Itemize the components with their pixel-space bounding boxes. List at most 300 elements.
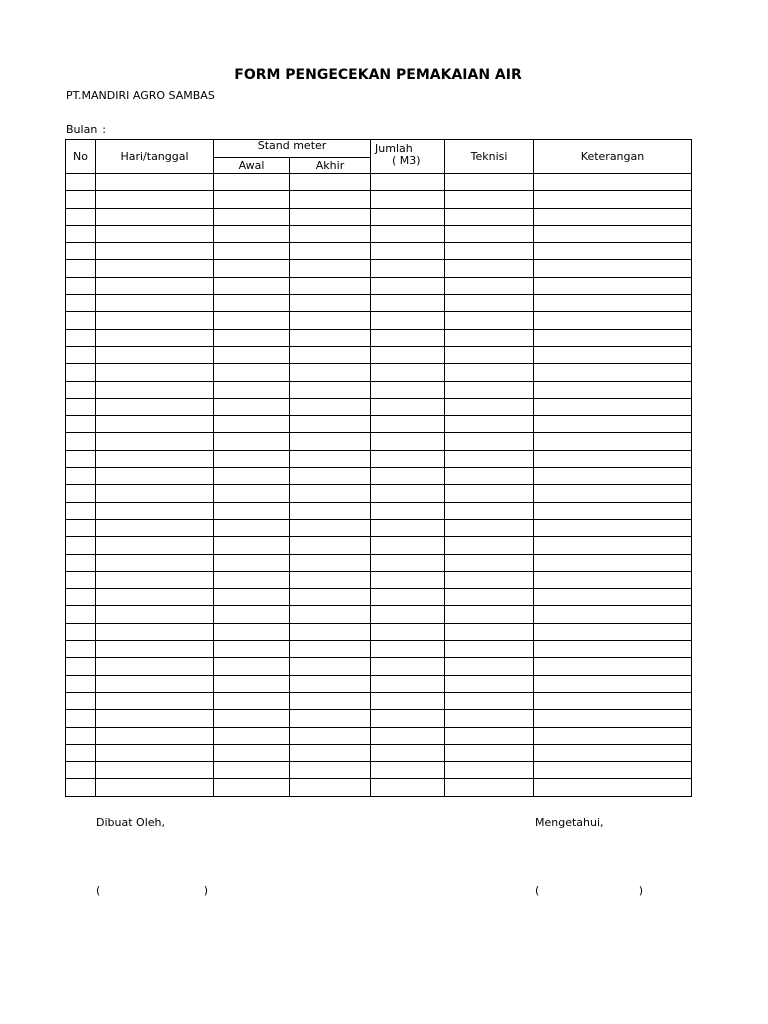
cell-no <box>66 381 96 398</box>
cell-end <box>290 416 371 433</box>
cell-start <box>214 779 290 796</box>
cell-notes <box>534 277 692 294</box>
cell-end <box>290 692 371 709</box>
open-parenthesis: ( <box>535 884 540 897</box>
company-name: PT.MANDIRI AGRO SAMBAS <box>66 89 215 102</box>
header-start: Awal <box>214 158 290 174</box>
cell-amount <box>371 571 445 588</box>
cell-start <box>214 174 290 191</box>
table-header-row <box>66 140 692 158</box>
cell-no <box>66 744 96 761</box>
cell-notes <box>534 398 692 415</box>
table-row <box>66 519 692 536</box>
cell-start <box>214 450 290 467</box>
cell-start <box>214 295 290 312</box>
cell-notes <box>534 329 692 346</box>
cell-amount <box>371 658 445 675</box>
cell-technician <box>445 502 534 519</box>
cell-no <box>66 692 96 709</box>
cell-date <box>96 191 214 208</box>
cell-no <box>66 243 96 260</box>
cell-amount <box>371 450 445 467</box>
cell-no <box>66 312 96 329</box>
cell-technician <box>445 243 534 260</box>
header-end: Akhir <box>290 158 371 174</box>
cell-end <box>290 727 371 744</box>
cell-end <box>290 623 371 640</box>
month-field <box>66 123 106 136</box>
cell-start <box>214 502 290 519</box>
cell-date <box>96 295 214 312</box>
cell-technician <box>445 779 534 796</box>
cell-start <box>214 485 290 502</box>
cell-no <box>66 589 96 606</box>
cell-date <box>96 658 214 675</box>
cell-technician <box>445 191 534 208</box>
close-parenthesis: ) <box>638 884 643 897</box>
header-no: No <box>66 140 96 174</box>
cell-start <box>214 744 290 761</box>
cell-technician <box>445 450 534 467</box>
cell-amount <box>371 416 445 433</box>
cell-start <box>214 727 290 744</box>
table-row <box>66 225 692 242</box>
cell-no <box>66 606 96 623</box>
cell-date <box>96 398 214 415</box>
cell-amount <box>371 243 445 260</box>
cell-amount <box>371 519 445 536</box>
cell-start <box>214 468 290 485</box>
cell-start <box>214 277 290 294</box>
cell-end <box>290 260 371 277</box>
cell-date <box>96 243 214 260</box>
cell-notes <box>534 502 692 519</box>
cell-notes <box>534 433 692 450</box>
cell-end <box>290 191 371 208</box>
cell-technician <box>445 433 534 450</box>
cell-date <box>96 312 214 329</box>
header-amount-line1: Jumlah <box>375 142 413 155</box>
cell-notes <box>534 537 692 554</box>
cell-date <box>96 433 214 450</box>
cell-no <box>66 398 96 415</box>
cell-date <box>96 744 214 761</box>
cell-amount <box>371 606 445 623</box>
cell-notes <box>534 468 692 485</box>
cell-technician <box>445 727 534 744</box>
cell-amount <box>371 727 445 744</box>
cell-end <box>290 675 371 692</box>
cell-no <box>66 571 96 588</box>
cell-no <box>66 537 96 554</box>
cell-amount <box>371 744 445 761</box>
table-row <box>66 329 692 346</box>
table-row <box>66 779 692 796</box>
cell-notes <box>534 295 692 312</box>
cell-notes <box>534 519 692 536</box>
cell-notes <box>534 675 692 692</box>
cell-technician <box>445 277 534 294</box>
cell-technician <box>445 658 534 675</box>
prepared-by-signature-line <box>96 884 208 897</box>
cell-no <box>66 416 96 433</box>
cell-end <box>290 571 371 588</box>
cell-date <box>96 519 214 536</box>
cell-date <box>96 606 214 623</box>
cell-no <box>66 519 96 536</box>
cell-notes <box>534 554 692 571</box>
cell-date <box>96 554 214 571</box>
cell-amount <box>371 692 445 709</box>
cell-notes <box>534 744 692 761</box>
cell-notes <box>534 260 692 277</box>
cell-technician <box>445 519 534 536</box>
table-row <box>66 398 692 415</box>
cell-date <box>96 468 214 485</box>
cell-start <box>214 364 290 381</box>
cell-no <box>66 364 96 381</box>
cell-technician <box>445 710 534 727</box>
cell-start <box>214 554 290 571</box>
cell-technician <box>445 381 534 398</box>
table-row <box>66 174 692 191</box>
cell-notes <box>534 312 692 329</box>
table-row <box>66 260 692 277</box>
cell-amount <box>371 537 445 554</box>
cell-end <box>290 468 371 485</box>
cell-date <box>96 502 214 519</box>
cell-technician <box>445 537 534 554</box>
cell-notes <box>534 658 692 675</box>
table-row <box>66 710 692 727</box>
cell-technician <box>445 468 534 485</box>
cell-no <box>66 260 96 277</box>
cell-end <box>290 364 371 381</box>
cell-end <box>290 329 371 346</box>
cell-amount <box>371 364 445 381</box>
cell-amount <box>371 329 445 346</box>
form-title: FORM PENGECEKAN PEMAKAIAN AIR <box>234 67 522 83</box>
table-row <box>66 606 692 623</box>
cell-end <box>290 295 371 312</box>
cell-date <box>96 727 214 744</box>
cell-start <box>214 675 290 692</box>
cell-date <box>96 329 214 346</box>
cell-start <box>214 658 290 675</box>
cell-notes <box>534 710 692 727</box>
cell-end <box>290 174 371 191</box>
cell-amount <box>371 710 445 727</box>
cell-notes <box>534 450 692 467</box>
cell-start <box>214 381 290 398</box>
table-row <box>66 485 692 502</box>
cell-no <box>66 762 96 779</box>
cell-start <box>214 641 290 658</box>
cell-notes <box>534 692 692 709</box>
cell-date <box>96 779 214 796</box>
cell-amount <box>371 312 445 329</box>
cell-notes <box>534 779 692 796</box>
cell-notes <box>534 727 692 744</box>
cell-start <box>214 243 290 260</box>
cell-amount <box>371 433 445 450</box>
cell-end <box>290 658 371 675</box>
cell-end <box>290 450 371 467</box>
cell-amount <box>371 381 445 398</box>
cell-start <box>214 606 290 623</box>
table-row <box>66 243 692 260</box>
cell-technician <box>445 346 534 363</box>
cell-end <box>290 762 371 779</box>
header-amount <box>371 140 445 174</box>
table-row <box>66 762 692 779</box>
table-row <box>66 744 692 761</box>
table-row <box>66 468 692 485</box>
cell-date <box>96 762 214 779</box>
cell-notes <box>534 346 692 363</box>
cell-technician <box>445 398 534 415</box>
cell-amount <box>371 485 445 502</box>
cell-date <box>96 277 214 294</box>
cell-start <box>214 225 290 242</box>
cell-notes <box>534 225 692 242</box>
cell-amount <box>371 589 445 606</box>
cell-end <box>290 589 371 606</box>
cell-end <box>290 744 371 761</box>
cell-date <box>96 174 214 191</box>
cell-end <box>290 485 371 502</box>
cell-start <box>214 346 290 363</box>
cell-technician <box>445 692 534 709</box>
cell-no <box>66 675 96 692</box>
cell-technician <box>445 329 534 346</box>
cell-technician <box>445 364 534 381</box>
table-row <box>66 675 692 692</box>
cell-start <box>214 260 290 277</box>
cell-start <box>214 312 290 329</box>
table-row <box>66 381 692 398</box>
cell-end <box>290 606 371 623</box>
cell-technician <box>445 675 534 692</box>
cell-no <box>66 658 96 675</box>
cell-technician <box>445 571 534 588</box>
cell-notes <box>534 191 692 208</box>
cell-date <box>96 416 214 433</box>
cell-end <box>290 225 371 242</box>
cell-no <box>66 277 96 294</box>
cell-date <box>96 485 214 502</box>
cell-date <box>96 346 214 363</box>
cell-no <box>66 225 96 242</box>
cell-technician <box>445 295 534 312</box>
cell-technician <box>445 744 534 761</box>
header-technician: Teknisi <box>445 140 534 174</box>
cell-no <box>66 433 96 450</box>
cell-notes <box>534 623 692 640</box>
cell-amount <box>371 641 445 658</box>
header-date: Hari/tanggal <box>96 140 214 174</box>
acknowledged-by-signature-line <box>535 884 643 897</box>
cell-technician <box>445 260 534 277</box>
cell-amount <box>371 346 445 363</box>
table-row <box>66 433 692 450</box>
cell-start <box>214 519 290 536</box>
cell-end <box>290 243 371 260</box>
table-row <box>66 416 692 433</box>
cell-date <box>96 225 214 242</box>
cell-amount <box>371 295 445 312</box>
cell-start <box>214 589 290 606</box>
table-row <box>66 623 692 640</box>
cell-start <box>214 433 290 450</box>
header-amount-unit: ( M3) <box>392 154 421 167</box>
cell-technician <box>445 208 534 225</box>
cell-notes <box>534 762 692 779</box>
cell-technician <box>445 485 534 502</box>
header-notes: Keterangan <box>534 140 692 174</box>
cell-end <box>290 519 371 536</box>
cell-notes <box>534 416 692 433</box>
cell-amount <box>371 398 445 415</box>
cell-notes <box>534 641 692 658</box>
cell-date <box>96 623 214 640</box>
table-row <box>66 277 692 294</box>
cell-notes <box>534 364 692 381</box>
table-row <box>66 571 692 588</box>
table-row <box>66 727 692 744</box>
cell-end <box>290 537 371 554</box>
cell-date <box>96 641 214 658</box>
cell-amount <box>371 762 445 779</box>
cell-amount <box>371 260 445 277</box>
cell-start <box>214 537 290 554</box>
cell-amount <box>371 675 445 692</box>
table-row <box>66 364 692 381</box>
cell-technician <box>445 606 534 623</box>
cell-technician <box>445 416 534 433</box>
cell-start <box>214 762 290 779</box>
cell-start <box>214 208 290 225</box>
cell-end <box>290 277 371 294</box>
cell-no <box>66 468 96 485</box>
cell-date <box>96 692 214 709</box>
cell-end <box>290 208 371 225</box>
table-row <box>66 208 692 225</box>
table-row <box>66 589 692 606</box>
cell-end <box>290 398 371 415</box>
cell-technician <box>445 641 534 658</box>
month-colon: : <box>102 123 107 136</box>
cell-date <box>96 537 214 554</box>
month-label: Bulan <box>66 123 98 136</box>
cell-amount <box>371 191 445 208</box>
cell-no <box>66 641 96 658</box>
cell-notes <box>534 485 692 502</box>
cell-technician <box>445 312 534 329</box>
cell-start <box>214 710 290 727</box>
cell-date <box>96 260 214 277</box>
cell-start <box>214 191 290 208</box>
cell-date <box>96 450 214 467</box>
cell-notes <box>534 174 692 191</box>
cell-start <box>214 329 290 346</box>
cell-no <box>66 208 96 225</box>
cell-technician <box>445 589 534 606</box>
cell-technician <box>445 762 534 779</box>
table-row <box>66 537 692 554</box>
cell-no <box>66 554 96 571</box>
cell-amount <box>371 174 445 191</box>
cell-no <box>66 623 96 640</box>
cell-notes <box>534 571 692 588</box>
header-stand-meter: Stand meter <box>214 140 371 158</box>
cell-start <box>214 623 290 640</box>
cell-start <box>214 398 290 415</box>
cell-date <box>96 571 214 588</box>
cell-end <box>290 381 371 398</box>
cell-date <box>96 710 214 727</box>
cell-technician <box>445 225 534 242</box>
cell-amount <box>371 623 445 640</box>
cell-amount <box>371 502 445 519</box>
cell-notes <box>534 589 692 606</box>
cell-start <box>214 416 290 433</box>
cell-no <box>66 174 96 191</box>
cell-notes <box>534 208 692 225</box>
cell-amount <box>371 208 445 225</box>
cell-end <box>290 312 371 329</box>
table-row <box>66 450 692 467</box>
table-row <box>66 346 692 363</box>
cell-end <box>290 710 371 727</box>
table-row <box>66 641 692 658</box>
cell-no <box>66 779 96 796</box>
cell-date <box>96 208 214 225</box>
cell-no <box>66 502 96 519</box>
cell-no <box>66 346 96 363</box>
cell-end <box>290 346 371 363</box>
cell-notes <box>534 381 692 398</box>
cell-amount <box>371 468 445 485</box>
cell-amount <box>371 554 445 571</box>
table-row <box>66 312 692 329</box>
cell-end <box>290 779 371 796</box>
cell-start <box>214 571 290 588</box>
cell-end <box>290 433 371 450</box>
cell-notes <box>534 606 692 623</box>
table-row <box>66 692 692 709</box>
cell-technician <box>445 174 534 191</box>
cell-date <box>96 381 214 398</box>
cell-amount <box>371 277 445 294</box>
cell-no <box>66 191 96 208</box>
cell-end <box>290 641 371 658</box>
cell-start <box>214 692 290 709</box>
cell-amount <box>371 779 445 796</box>
cell-no <box>66 450 96 467</box>
cell-no <box>66 727 96 744</box>
cell-no <box>66 295 96 312</box>
cell-end <box>290 502 371 519</box>
cell-no <box>66 329 96 346</box>
cell-notes <box>534 243 692 260</box>
cell-date <box>96 364 214 381</box>
cell-no <box>66 485 96 502</box>
cell-technician <box>445 554 534 571</box>
table-row <box>66 554 692 571</box>
table-row <box>66 502 692 519</box>
water-usage-table <box>65 139 692 797</box>
